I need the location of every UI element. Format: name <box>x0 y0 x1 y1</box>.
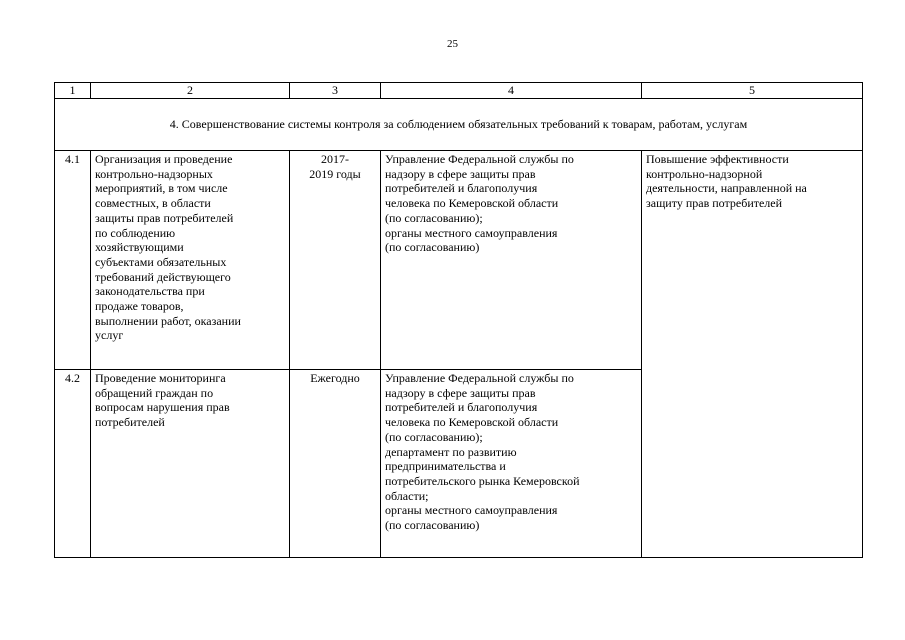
activity-cell: Организация и проведение контрольно-надзорных мероприятий, в том числе совместных, в области защиты прав потребителей по соблюдению хозяйствующими субъектами обязательных требований действующего законодательства при продаже товаров, выполнении работ, оказании услуг <box>91 151 290 370</box>
header-cell-4: 4 <box>381 83 642 99</box>
row-number: 4.2 <box>55 370 91 558</box>
row-number: 4.1 <box>55 151 91 370</box>
page-number: 25 <box>447 38 458 50</box>
section-row <box>55 99 863 151</box>
measures-table <box>54 82 863 558</box>
term-cell: Ежегодно <box>290 370 381 558</box>
executors-cell: Управление Федеральной службы по надзору в сфере защиты прав потребителей и благополучия человека по Кемеровской области (по согласованию); департамент по развитию предпринимательства и потребительского рынка Кемеровской области; органы местного самоуправления (по согласованию) <box>381 370 642 558</box>
header-cell-2: 2 <box>91 83 290 99</box>
section-title: 4. Совершенствование системы контроля за соблюдением обязательных требований к товарам, работам, услугам <box>55 99 863 151</box>
table-row <box>55 151 863 370</box>
executors-cell: Управление Федеральной службы по надзору в сфере защиты прав потребителей и благополучия человека по Кемеровской области (по согласованию); органы местного самоуправления (по согласованию) <box>381 151 642 370</box>
header-cell-5: 5 <box>642 83 863 99</box>
term-cell: 2017- 2019 годы <box>290 151 381 370</box>
result-cell: Повышение эффективности контрольно-надзорной деятельности, направленной на защиту прав потребителей <box>642 151 863 558</box>
header-cell-1: 1 <box>55 83 91 99</box>
header-row <box>55 83 863 99</box>
activity-cell: Проведение мониторинга обращений граждан по вопросам нарушения прав потребителей <box>91 370 290 558</box>
header-cell-3: 3 <box>290 83 381 99</box>
